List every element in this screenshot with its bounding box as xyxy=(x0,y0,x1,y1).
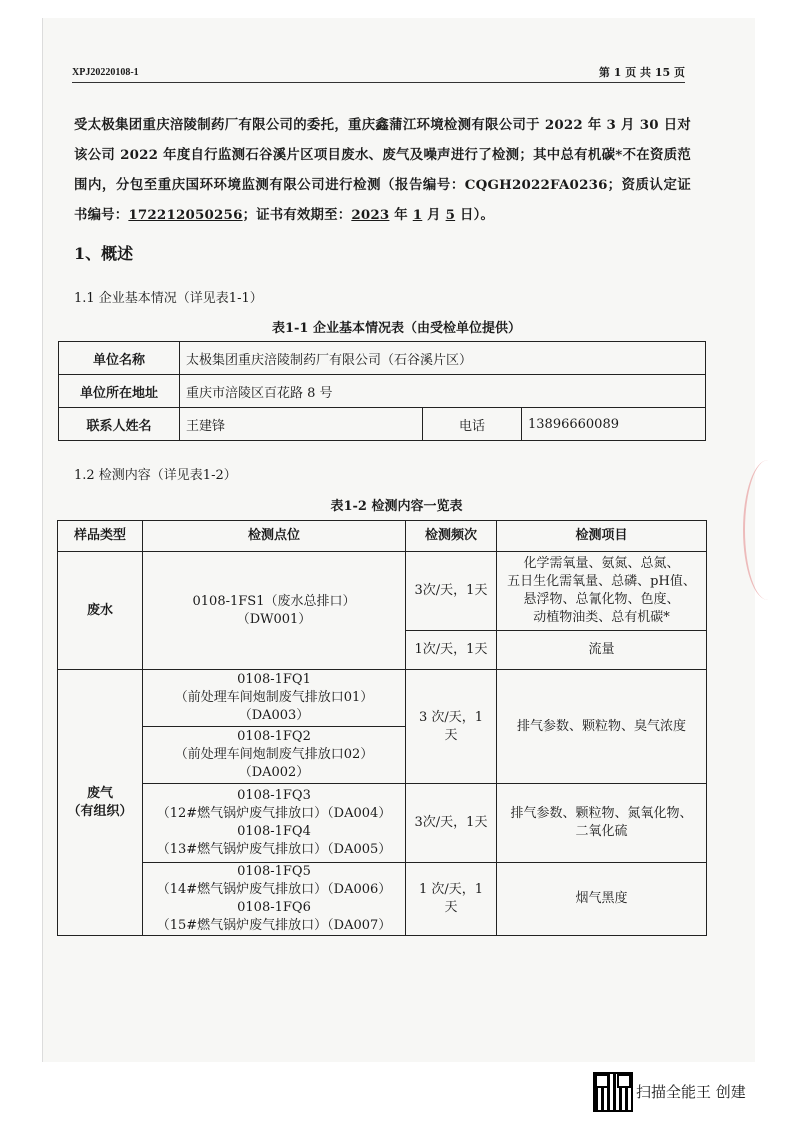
phone-label: 电话 xyxy=(423,408,522,441)
table-row xyxy=(59,375,706,408)
table-header-row xyxy=(58,521,707,552)
intro-paragraph xyxy=(74,110,691,230)
contact-value: 王建锋 xyxy=(180,408,423,441)
table2-caption: 表1-2 检测内容一览表 xyxy=(330,499,463,514)
point-line: （前处理车间炮制废气排放口02） xyxy=(174,747,374,762)
water-items-line: 动植物油类、总有机碳* xyxy=(533,610,670,625)
table-row xyxy=(58,670,707,727)
items-line: 排气参数、颗粒物、氮氧化物、 xyxy=(510,806,693,821)
scanner-watermark-text: 扫描全能王 创建 xyxy=(636,1083,746,1101)
point-line: （DA002） xyxy=(238,765,310,780)
gas-frequency-b: 3次/天，1天 xyxy=(406,784,497,863)
phone-value: 13896660089 xyxy=(522,408,706,441)
table-row xyxy=(58,552,707,631)
table-row xyxy=(59,342,706,375)
section-heading-test-content: 1.2 检测内容（详见表1-2） xyxy=(74,468,237,483)
point-line: 0108-1FQ1 xyxy=(237,672,311,687)
cert-number: 172212050256 xyxy=(128,207,243,223)
point-line: （DA003） xyxy=(238,708,310,723)
water-items-line: 悬浮物、总氰化物、色度、 xyxy=(523,592,680,607)
point-line: 0108-1FQ2 xyxy=(237,729,311,744)
gas-items-a: 排气参数、颗粒物、臭气浓度 xyxy=(497,670,707,784)
gas-point-fq1 xyxy=(143,670,406,727)
point-line: （14#燃气锅炉废气排放口）（DA006） xyxy=(156,882,392,897)
seal-stamp-edge xyxy=(743,460,793,600)
gas-point-fq2 xyxy=(143,727,406,784)
gas-items-b xyxy=(497,784,707,863)
point-line: （15#燃气锅炉废气排放口）（DA007） xyxy=(156,918,392,933)
gas-type-line: （有组织） xyxy=(67,803,133,819)
point-line: 0108-1FQ4 xyxy=(237,824,311,839)
header-test-point: 检测点位 xyxy=(143,521,406,552)
gas-frequency-a: 3 次/天，1 天 xyxy=(406,670,497,784)
unit-name-label: 单位名称 xyxy=(59,342,180,375)
water-items-1 xyxy=(497,552,707,631)
section-heading-company-info: 1.1 企业基本情况（详见表1-1） xyxy=(74,291,263,306)
valid-month: 1 xyxy=(412,207,423,223)
test-content-table xyxy=(57,520,707,936)
header-sample-type: 样品类型 xyxy=(58,521,143,552)
document-number: XPJ20220108-1 xyxy=(72,67,139,78)
section-heading-overview: 1、概述 xyxy=(74,244,134,263)
table1-caption: 表1-1 企业基本情况表（由受检单位提供） xyxy=(271,321,521,336)
table-row xyxy=(59,408,706,441)
gas-type-line: 废气 xyxy=(86,785,113,801)
point-line: （13#燃气锅炉废气排放口）（DA005） xyxy=(156,842,392,857)
water-items-line: 五日生化需氧量、总磷、pH值、 xyxy=(507,574,696,589)
valid-day: 5 xyxy=(445,207,456,223)
address-label: 单位所在地址 xyxy=(59,375,180,408)
valid-year: 2023 xyxy=(351,207,390,223)
header-rule xyxy=(72,82,685,83)
water-point-line: （DW001） xyxy=(236,611,312,627)
intro-text-1: 受太极集团重庆涪陵制药厂有限公司的委托，重庆鑫蒲江环境检测有限公司于 2022 年 3 月 30 日对该公司 2022 年度自行监测石谷溪片区项目废水、废气及噪声进行了检测；其中总有机碳*不在资质范围内，分包至重庆国环环境监测有限公司进行检测（报告编号：CQGH2022FA0236；资质认定证书编号： xyxy=(74,117,691,223)
point-line: （前处理车间炮制废气排放口01） xyxy=(174,690,374,705)
gas-point-fq5-fq6 xyxy=(143,863,406,936)
day-suffix: 日）。 xyxy=(455,207,495,223)
year-suffix: 年 xyxy=(389,207,413,223)
point-line: 0108-1FQ5 xyxy=(237,864,311,879)
company-info-table xyxy=(58,341,706,441)
water-point-line: 0108-1FS1（废水总排口） xyxy=(192,593,356,609)
point-line: 0108-1FQ3 xyxy=(237,788,311,803)
qr-code-icon xyxy=(593,1072,633,1112)
items-line: 二氧化硫 xyxy=(575,824,628,839)
point-line: 0108-1FQ6 xyxy=(237,900,311,915)
month-suffix: 月 xyxy=(422,207,446,223)
address-value: 重庆市涪陵区百花路 8 号 xyxy=(180,375,706,408)
header-test-items: 检测项目 xyxy=(497,521,707,552)
point-line: （12#燃气锅炉废气排放口）（DA004） xyxy=(156,806,392,821)
gas-frequency-c: 1 次/天，1 天 xyxy=(406,863,497,936)
gas-type xyxy=(58,670,143,936)
water-frequency-1: 3次/天，1天 xyxy=(406,552,497,631)
gas-items-c: 烟气黑度 xyxy=(497,863,707,936)
water-type: 废水 xyxy=(58,552,143,670)
contact-label: 联系人姓名 xyxy=(59,408,180,441)
header-frequency: 检测频次 xyxy=(406,521,497,552)
unit-name-value: 太极集团重庆涪陵制药厂有限公司（石谷溪片区） xyxy=(180,342,706,375)
water-items-line: 化学需氧量、氨氮、总氮、 xyxy=(523,556,680,571)
water-items-2: 流量 xyxy=(497,631,707,670)
page-indicator: 第 1 页 共 15 页 xyxy=(598,66,685,79)
gas-point-fq3-fq4 xyxy=(143,784,406,863)
water-point xyxy=(143,552,406,670)
intro-text-2: ；证书有效期至： xyxy=(242,207,352,223)
water-frequency-2: 1次/天，1天 xyxy=(406,631,497,670)
